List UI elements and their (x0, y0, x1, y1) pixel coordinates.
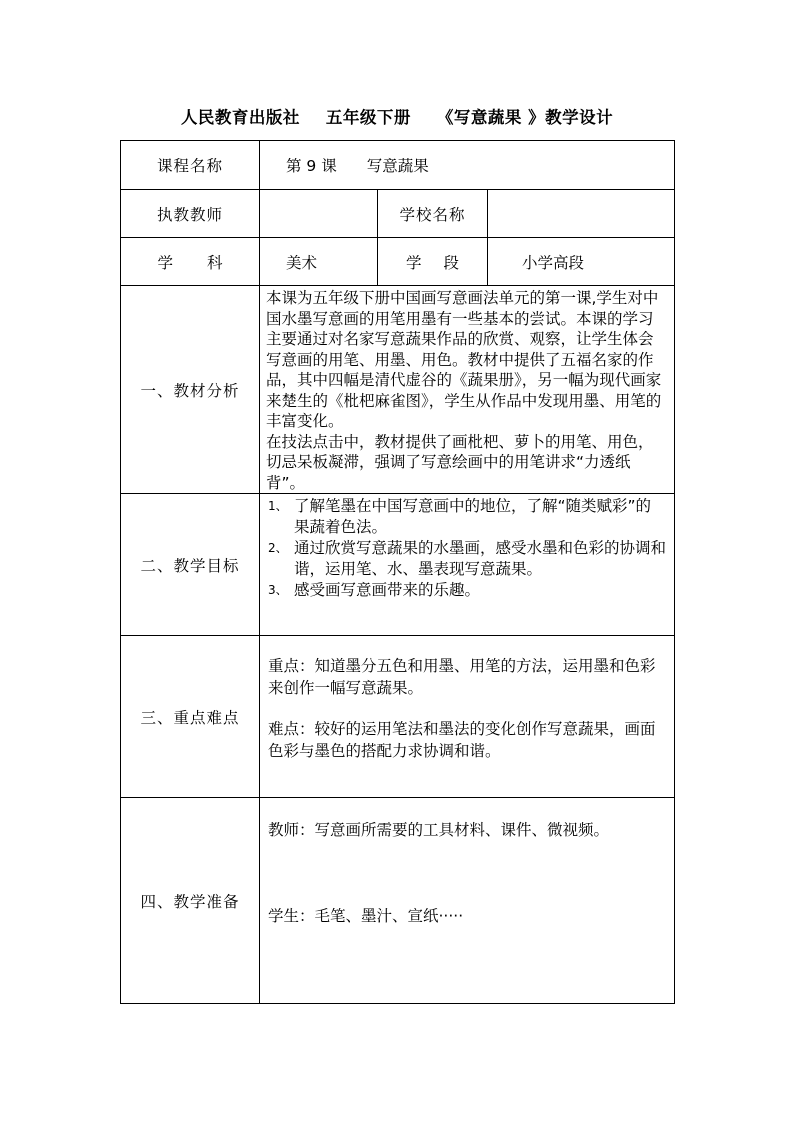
stage-label: 学 段 (378, 238, 488, 286)
analysis-paragraph-1: 本课为五年级下册中国画写意画法单元的第一课,学生对中国水墨写意画的用笔用墨有一些基本的尝试。本课的学习主要通过对名家写意蔬果作品的欣赏、观察，让学生体会写意画的用笔、用墨、用色。教材中提供了五福名家的作品，其中四幅是清代虚谷的《蔬果册》，另一幅为现代画家来楚生的《枇杷麻雀图》，学生从作品中发现用墨、用笔的丰富变化。 (266, 289, 662, 430)
subject-row (121, 238, 675, 286)
subject-label: 学 科 (121, 238, 260, 286)
key-points-content (260, 636, 675, 798)
course-label: 课程名称 (121, 141, 260, 190)
analysis-row (121, 286, 675, 494)
preparation-content (260, 798, 675, 1004)
lesson-title: 《写意蔬果 》教学设计 (436, 108, 614, 127)
teacher-label: 执教教师 (121, 190, 260, 238)
publisher: 人民教育出版社 (180, 108, 300, 127)
key-points-label: 三、重点难点 (121, 636, 260, 798)
school-value (488, 190, 675, 238)
preparation-row (121, 798, 675, 1004)
course-name: 写意蔬果 (366, 157, 429, 175)
analysis-paragraph-2: 在技法点击中，教材提供了画枇杷、萝卜的用笔、用色，切忌呆板凝滞，强调了写意绘画中的用笔讲求“力透纸背”。 (266, 432, 654, 492)
teacher-preparation: 教师：写意画所需要的工具材料、课件、微视频。 (268, 821, 610, 839)
goals-content (260, 494, 675, 636)
analysis-content (260, 286, 675, 494)
preparation-label: 四、教学准备 (121, 798, 260, 1004)
teacher-row (121, 190, 675, 238)
goal-item: 1、 了解笔墨在中国写意画中的地位，了解“随类赋彩”的果蔬着色法。 (268, 497, 652, 536)
teacher-value (260, 190, 378, 238)
lesson-plan-table (120, 140, 675, 1004)
goals-row (121, 494, 675, 636)
key-points-row (121, 636, 675, 798)
course-row (121, 141, 675, 190)
school-label: 学校名称 (378, 190, 488, 238)
stage-value: 小学高段 (488, 238, 675, 286)
course-number: 第 9 课 (286, 157, 337, 175)
student-preparation: 学生：毛笔、墨汁、宣纸····· (268, 907, 464, 925)
document-title (0, 104, 794, 128)
goals-label: 二、教学目标 (121, 494, 260, 636)
grade: 五年级下册 (325, 108, 411, 127)
goal-item: 2、 通过欣赏写意蔬果的水墨画，感受水墨和色彩的协调和谐，运用笔、水、墨表现写意蔬果。 (268, 539, 667, 578)
course-value (260, 141, 675, 190)
subject-value: 美术 (260, 238, 378, 286)
analysis-label: 一、教材分析 (121, 286, 260, 494)
goal-item: 3、 感受画写意画带来的乐趣。 (268, 581, 481, 599)
key-point-text: 重点：知道墨分五色和用墨、用笔的方法，运用墨和色彩来创作一幅写意蔬果。 (268, 657, 656, 697)
difficult-point-text: 难点：较好的运用笔法和墨法的变化创作写意蔬果，画面色彩与墨色的搭配力求协调和谐。 (268, 720, 656, 760)
